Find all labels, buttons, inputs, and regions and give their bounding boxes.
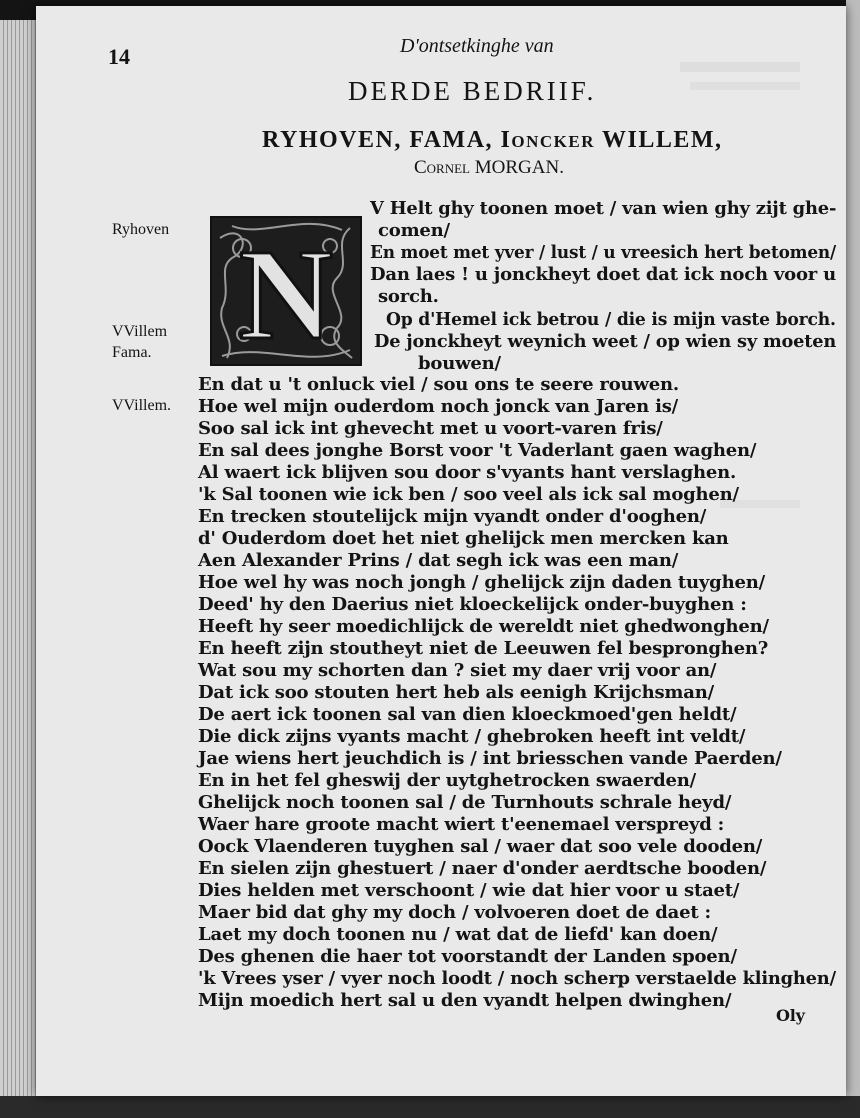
svg-text:N: N — [239, 223, 333, 364]
verse-line: En dat u 't onluck viel / sou ons te seere rouwen. — [198, 374, 679, 395]
bleed-through-mark — [680, 62, 800, 72]
verse-line: En trecken stoutelijck mijn vyandt onder d'ooghen/ — [198, 506, 707, 527]
book-right-edge — [846, 0, 860, 1118]
decorated-initial — [210, 216, 362, 366]
verse-line: Hoe wel hy was noch jongh / ghelijck zijn daden tuyghen/ — [198, 572, 765, 593]
verse-line: V Helt ghy toonen moet / van wien ghy zijt ghe- — [370, 198, 837, 219]
verse-line: Op d'Hemel ick betrou / die is mijn vaste borch. — [386, 309, 836, 330]
verse-line: Soo sal ick int ghevecht met u voort-varen fris/ — [198, 418, 663, 439]
decorated-initial-n-icon — [212, 218, 360, 364]
verse-line: Deed' hy den Daerius niet kloeckelijck onder-buyghen : — [198, 594, 747, 615]
book-page-edges — [0, 20, 36, 1105]
act-title: DERDE BEDRIIF. — [348, 76, 597, 106]
verse-line: bouwen/ — [418, 353, 501, 374]
speaker-willem: VVillem. — [112, 397, 172, 414]
bleed-through-mark — [690, 82, 800, 90]
verse-line: Die dick zijns vyants macht / ghebroken heeft int veldt/ — [198, 726, 746, 747]
verse-line: Heeft hy seer moedichlijck de wereldt niet ghedwonghen/ — [198, 616, 769, 637]
verse-line: En sal dees jonghe Borst voor 't Vaderlant gaen waghen/ — [198, 440, 757, 461]
verse-line: Des ghenen die haer tot voorstandt der Landen spoen/ — [198, 946, 737, 967]
catchword: Oly — [776, 1006, 805, 1025]
verse-line: sorch. — [378, 286, 439, 307]
bottom-strip — [0, 1096, 860, 1118]
verse-line: Waer hare groote macht wiert t'eenemael verspreyd : — [198, 814, 725, 835]
verse-line: Al waert ick blijven sou door s'vyants hant verslaghen. — [198, 462, 737, 483]
verse-line: En sielen zijn ghestuert / naer d'onder aerdtsche booden/ — [198, 858, 767, 879]
verse-line: En heeft zijn stoutheyt niet de Leeuwen fel bespronghen? — [198, 638, 769, 659]
verse-line: Mijn moedich hert sal u den vyandt helpen dwinghen/ — [198, 990, 732, 1011]
speaker-willem: VVillem — [112, 323, 168, 340]
verse-line: Wat sou my schorten dan ? siet my daer vrij voor an/ — [198, 660, 717, 681]
verse-line: Dan laes ! u jonckheyt doet dat ick noch voor u — [370, 264, 836, 285]
speaker-fama: Fama. — [112, 344, 152, 361]
verse-line: Maer bid dat ghy my doch / volvoeren doet de daet : — [198, 902, 711, 923]
page-number: 14 — [108, 44, 130, 69]
verse-line: En moet met yver / lust / u vreesich hert betomen/ — [370, 242, 837, 263]
verse-line: 'k Vrees yser / vyer noch loodt / noch scherp verstaelde klinghen/ — [198, 968, 836, 989]
verse-line: En in het fel gheswij der uytghetrocken swaerden/ — [198, 770, 696, 791]
verse-line: Hoe wel mijn ouderdom noch jonck van Jaren is/ — [198, 396, 679, 417]
verse-line: De jonckheyt weynich weet / op wien sy moeten — [374, 331, 837, 352]
speaker-ryhoven: Ryhoven — [112, 221, 170, 238]
verse-line: De aert ick toonen sal van dien kloeckmoed'gen heldt/ — [198, 704, 737, 725]
verse-line: d' Ouderdom doet het niet ghelijck men mercken kan — [198, 528, 729, 549]
characters-line: RYHOVEN, FAMA, Ioncker WILLEM, — [262, 127, 723, 153]
verse-line: comen/ — [378, 220, 450, 241]
verse-line: 'k Sal toonen wie ick ben / soo veel als ick sal moghen/ — [198, 484, 739, 505]
verse-line: Aen Alexander Prins / dat segh ick was een man/ — [198, 550, 679, 571]
verse-line: Ghelijck noch toonen sal / de Turnhouts schrale heyd/ — [198, 792, 732, 813]
characters-line: Cornel MORGAN. — [414, 157, 564, 178]
verse-line: Laet my doch toonen nu / wat dat de liefd' kan doen/ — [198, 924, 718, 945]
verse-line: Oock Vlaenderen tuyghen sal / waer dat soo vele dooden/ — [198, 836, 763, 857]
verse-line: Jae wiens hert jeuchdich is / int briesschen vande Paerden/ — [198, 748, 782, 769]
running-head: D'ontsetkinghe van — [400, 35, 554, 57]
verse-line: Dat ick soo stouten hert heb als eenigh Krijchsman/ — [198, 682, 714, 703]
verse-line: Dies helden met verschoont / wie dat hier voor u staet/ — [198, 880, 740, 901]
